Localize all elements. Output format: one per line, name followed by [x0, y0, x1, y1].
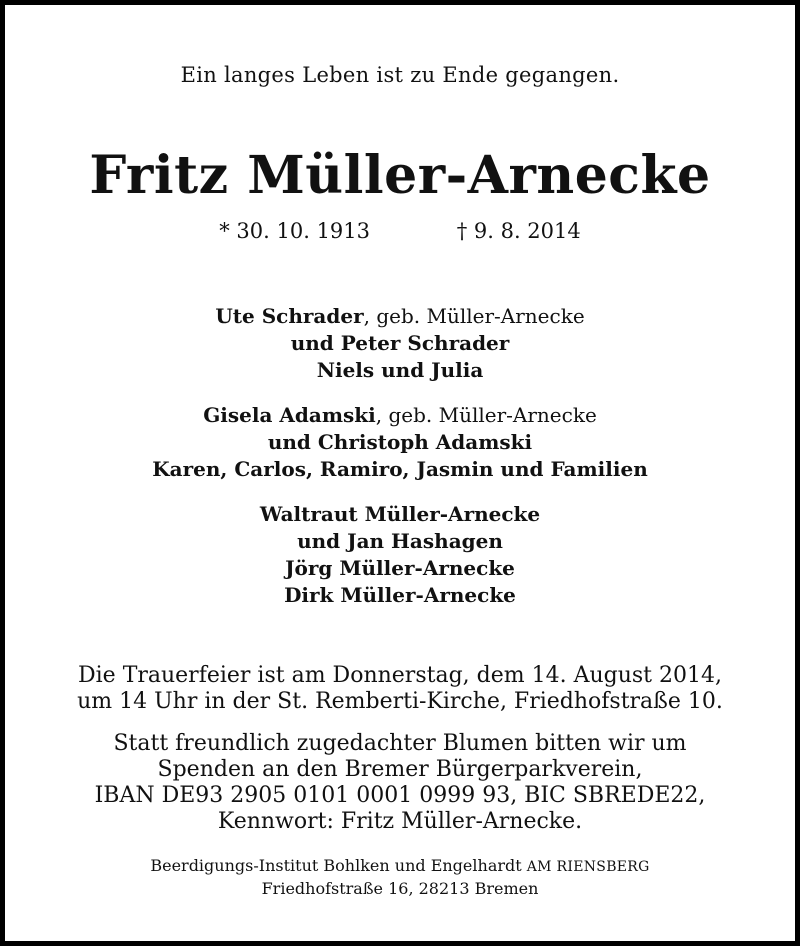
mourner-name: Gisela Adamski — [203, 403, 376, 427]
intro-line: Ein langes Leben ist zu Ende gegangen. — [180, 63, 620, 87]
mourner-line: Jörg Müller-Arnecke — [285, 556, 515, 580]
deceased-name: Fritz Müller-Arnecke — [89, 145, 711, 206]
ceremony-line: um 14 Uhr in der St. Remberti-Kirche, Friedhofstraße 10. — [77, 689, 723, 714]
mourner-line — [5, 303, 795, 330]
mourner-line: Dirk Müller-Arnecke — [284, 583, 516, 607]
maiden-name-note: , geb. Müller-Arnecke — [375, 403, 597, 427]
mourner-group-2 — [5, 402, 795, 483]
mourner-line: Karen, Carlos, Ramiro, Jasmin und Familien — [152, 457, 648, 481]
donation-request — [5, 731, 795, 835]
donation-bank-details: IBAN DE93 2905 0101 0001 0999 93, BIC SBREDE22, — [94, 783, 706, 808]
mourner-line: Waltraut Müller-Arnecke — [259, 502, 541, 526]
funeral-home-caps: AM RIENSBERG — [526, 859, 650, 875]
mourner-group-3 — [5, 501, 795, 609]
ceremony-info — [5, 663, 795, 715]
mourner-line: und Peter Schrader — [290, 331, 510, 355]
birth-date: * 30. 10. 1913 — [219, 219, 371, 243]
mourner-name: Ute Schrader — [215, 304, 364, 328]
mourner-line: und Christoph Adamski — [267, 430, 533, 454]
funeral-home-title: Beerdigungs-Institut Bohlken und Engelhardt — [150, 856, 522, 875]
funeral-home-name — [5, 855, 795, 878]
donation-line: Statt freundlich zugedachter Blumen bitten wir um — [113, 731, 687, 756]
death-date: † 9. 8. 2014 — [456, 219, 581, 243]
mourner-line: Niels und Julia — [316, 358, 484, 382]
donation-keyword: Kennwort: Fritz Müller-Arnecke. — [217, 809, 583, 834]
life-dates — [5, 219, 795, 243]
mourner-group-1 — [5, 303, 795, 384]
maiden-name-note: , geb. Müller-Arnecke — [363, 304, 585, 328]
mourner-line: und Jan Hashagen — [297, 529, 503, 553]
ceremony-line: Die Trauerfeier ist am Donnerstag, dem 14. August 2014, — [78, 663, 722, 688]
donation-line: Spenden an den Bremer Bürgerparkverein, — [157, 757, 643, 782]
mourner-line — [5, 402, 795, 429]
funeral-home — [5, 855, 795, 900]
funeral-home-address: Friedhofstraße 16, 28213 Bremen — [261, 879, 539, 898]
